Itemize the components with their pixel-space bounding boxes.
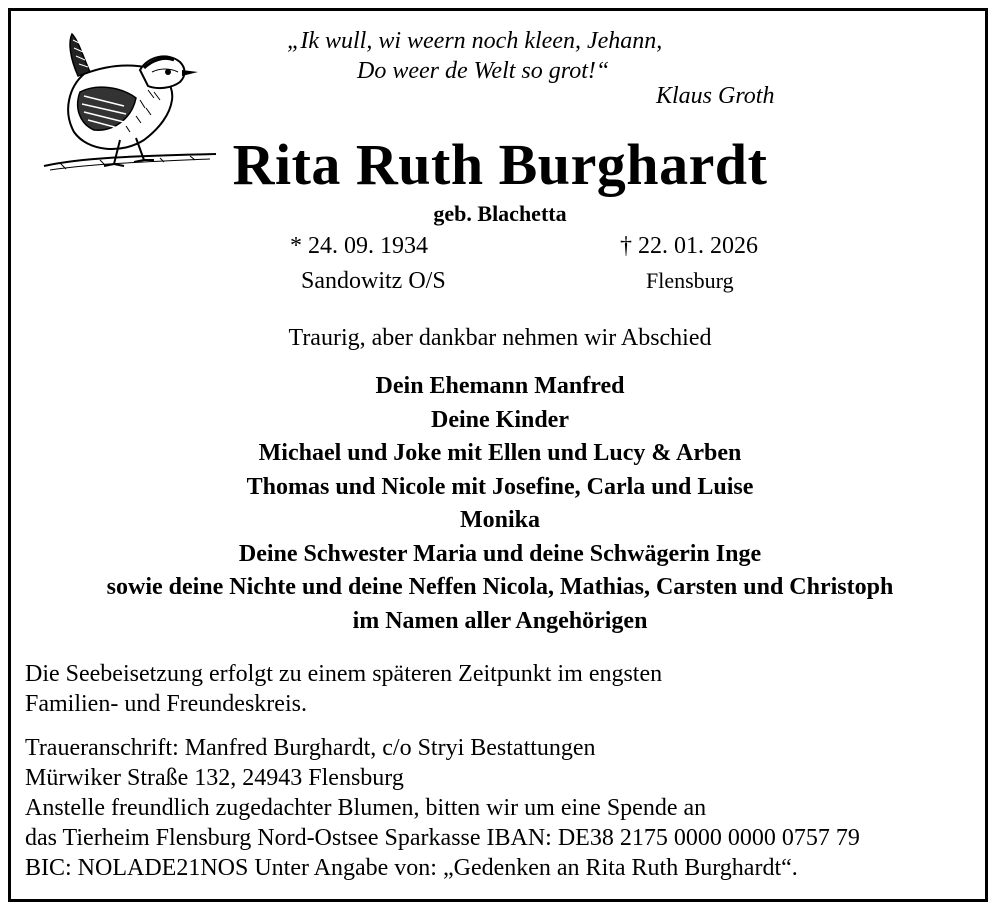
mourner-line: Deine Kinder: [431, 406, 569, 433]
burial-note: [25, 659, 662, 719]
deceased-name: Rita Ruth Burghardt: [232, 132, 768, 197]
donation-line: Anstelle freundlich zugedachter Blumen, bitten wir um eine Spende an: [25, 795, 707, 821]
farewell-line: Traurig, aber dankbar nehmen wir Abschied: [288, 325, 712, 351]
mourning-address-street: Mürwiker Straße 132, 24943 Flensburg: [25, 765, 404, 791]
quote-line-2: Do weer de Welt so grot!“: [357, 58, 610, 84]
quote-author: Klaus Groth: [656, 83, 775, 109]
birth-place: Sandowitz O/S: [301, 268, 446, 294]
address-and-donation: [25, 733, 860, 883]
mourner-line: sowie deine Nichte und deine Neffen Nicola, Mathias, Carsten und Christoph: [106, 574, 894, 600]
mourner-line: Thomas und Nicole mit Josefine, Carla und Luise: [246, 473, 754, 500]
death-date: † 22. 01. 2026: [620, 233, 758, 259]
maiden-name: geb. Blachetta: [433, 201, 567, 226]
quote-line-1: „Ik wull, wi weern noch kleen, Jehann,: [287, 28, 663, 54]
birth-date: * 24. 09. 1934: [290, 233, 428, 259]
mourner-line: im Namen aller Angehörigen: [352, 607, 648, 634]
burial-note-line: Familien- und Freundeskreis.: [25, 691, 307, 717]
mourner-line: Dein Ehemann Manfred: [375, 373, 625, 399]
death-place: Flensburg: [646, 268, 734, 293]
donation-reference-line: BIC: NOLADE21NOS Unter Angabe von: „Gedenken an Rita Ruth Burghardt“.: [25, 855, 798, 881]
mourners-list: [0, 370, 1000, 638]
mourning-address-line: Traueranschrift: Manfred Burghardt, c/o Stryi Bestattungen: [25, 735, 596, 761]
mourner-line: Monika: [459, 507, 540, 533]
burial-note-line: Die Seebeisetzung erfolgt zu einem späteren Zeitpunkt im engsten: [25, 661, 663, 687]
donation-bank-line: das Tierheim Flensburg Nord-Ostsee Sparkasse IBAN: DE38 2175 0000 0000 0757 79: [25, 825, 860, 851]
mourner-line: Michael und Joke mit Ellen und Lucy & Arben: [258, 440, 742, 466]
mourner-line: Deine Schwester Maria und deine Schwägerin Inge: [238, 540, 762, 567]
